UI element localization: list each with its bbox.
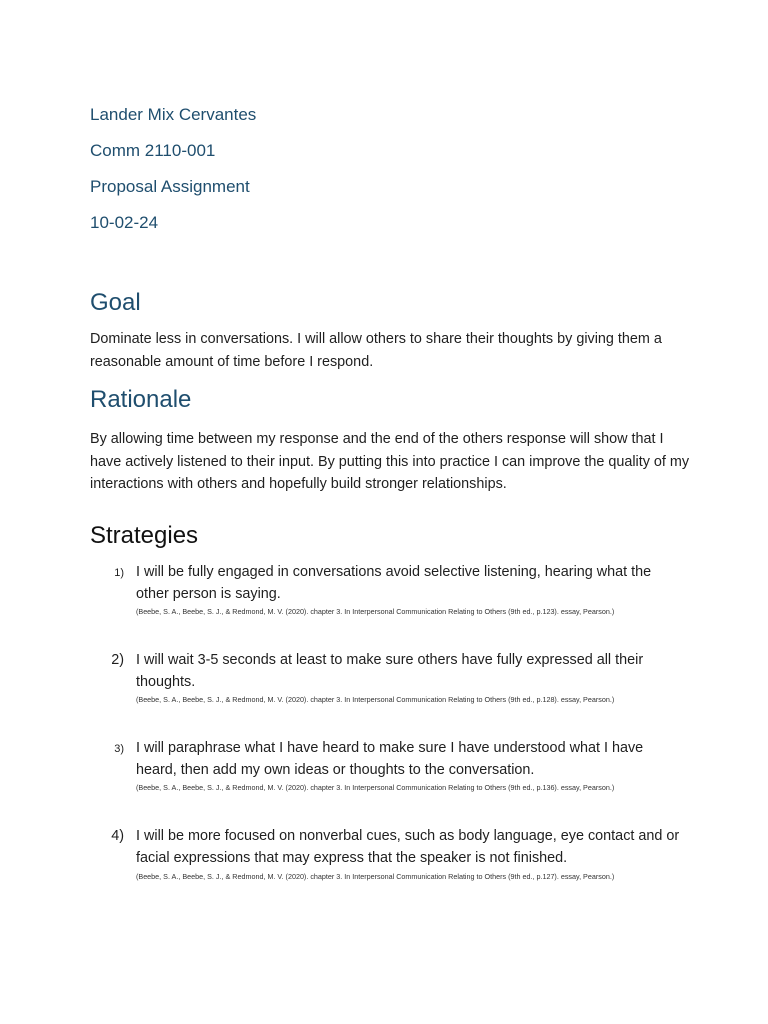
strategy-citation: (Beebe, S. A., Beebe, S. J., & Redmond, M. V. (2020). chapter 3. In Interpersonal Communication Relating to Others (9th ed., p.136). essay, Pearson.) (136, 783, 615, 792)
assignment-date: 10-02-24 (90, 213, 159, 232)
author-name: Lander Mix Cervantes (90, 105, 257, 124)
strategy-citation: (Beebe, S. A., Beebe, S. J., & Redmond, M. V. (2020). chapter 3. In Interpersonal Communication Relating to Others (9th ed., p.128). essay, Pearson.) (136, 695, 615, 704)
goal-heading: Goal (90, 289, 141, 316)
strategy-citation: (Beebe, S. A., Beebe, S. J., & Redmond, M. V. (2020). chapter 3. In Interpersonal Communication Relating to Others (9th ed., p.127). essay, Pearson.) (136, 872, 615, 881)
strategy-number: 1) (114, 567, 124, 579)
strategy-text: I will be fully engaged in conversations avoid selective listening, hearing what the other person is saying. (136, 564, 652, 602)
strategy-number: 2) (111, 652, 124, 668)
rationale-heading: Rationale (90, 386, 192, 413)
strategy-text: I will wait 3-5 seconds at least to make sure others have fully expressed all their thoughts. (136, 652, 644, 690)
strategy-number: 3) (114, 743, 124, 755)
rationale-text: By allowing time between my response and the end of the others response will show that I have actively listened to their input. By putting this into practice I can improve the quality of my interactions with others and hopefully build stronger relationships. (90, 431, 690, 492)
strategy-text: I will paraphrase what I have heard to make sure I have understood what I have heard, then add my own ideas or thoughts to the conversation. (136, 740, 644, 778)
strategy-number: 4) (111, 828, 124, 844)
assignment-title: Proposal Assignment (90, 177, 250, 196)
strategy-text: I will be more focused on nonverbal cues, such as body language, eye contact and or facial expressions that may express that the speaker is not finished. (136, 828, 680, 866)
goal-text: Dominate less in conversations. I will allow others to share their thoughts by giving them a reasonable amount of time before I respond. (90, 331, 662, 370)
course-code: Comm 2110-001 (90, 141, 216, 160)
strategy-citation: (Beebe, S. A., Beebe, S. J., & Redmond, M. V. (2020). chapter 3. In Interpersonal Communication Relating to Others (9th ed., p.123). essay, Pearson.) (136, 607, 615, 616)
strategies-heading: Strategies (90, 522, 199, 549)
